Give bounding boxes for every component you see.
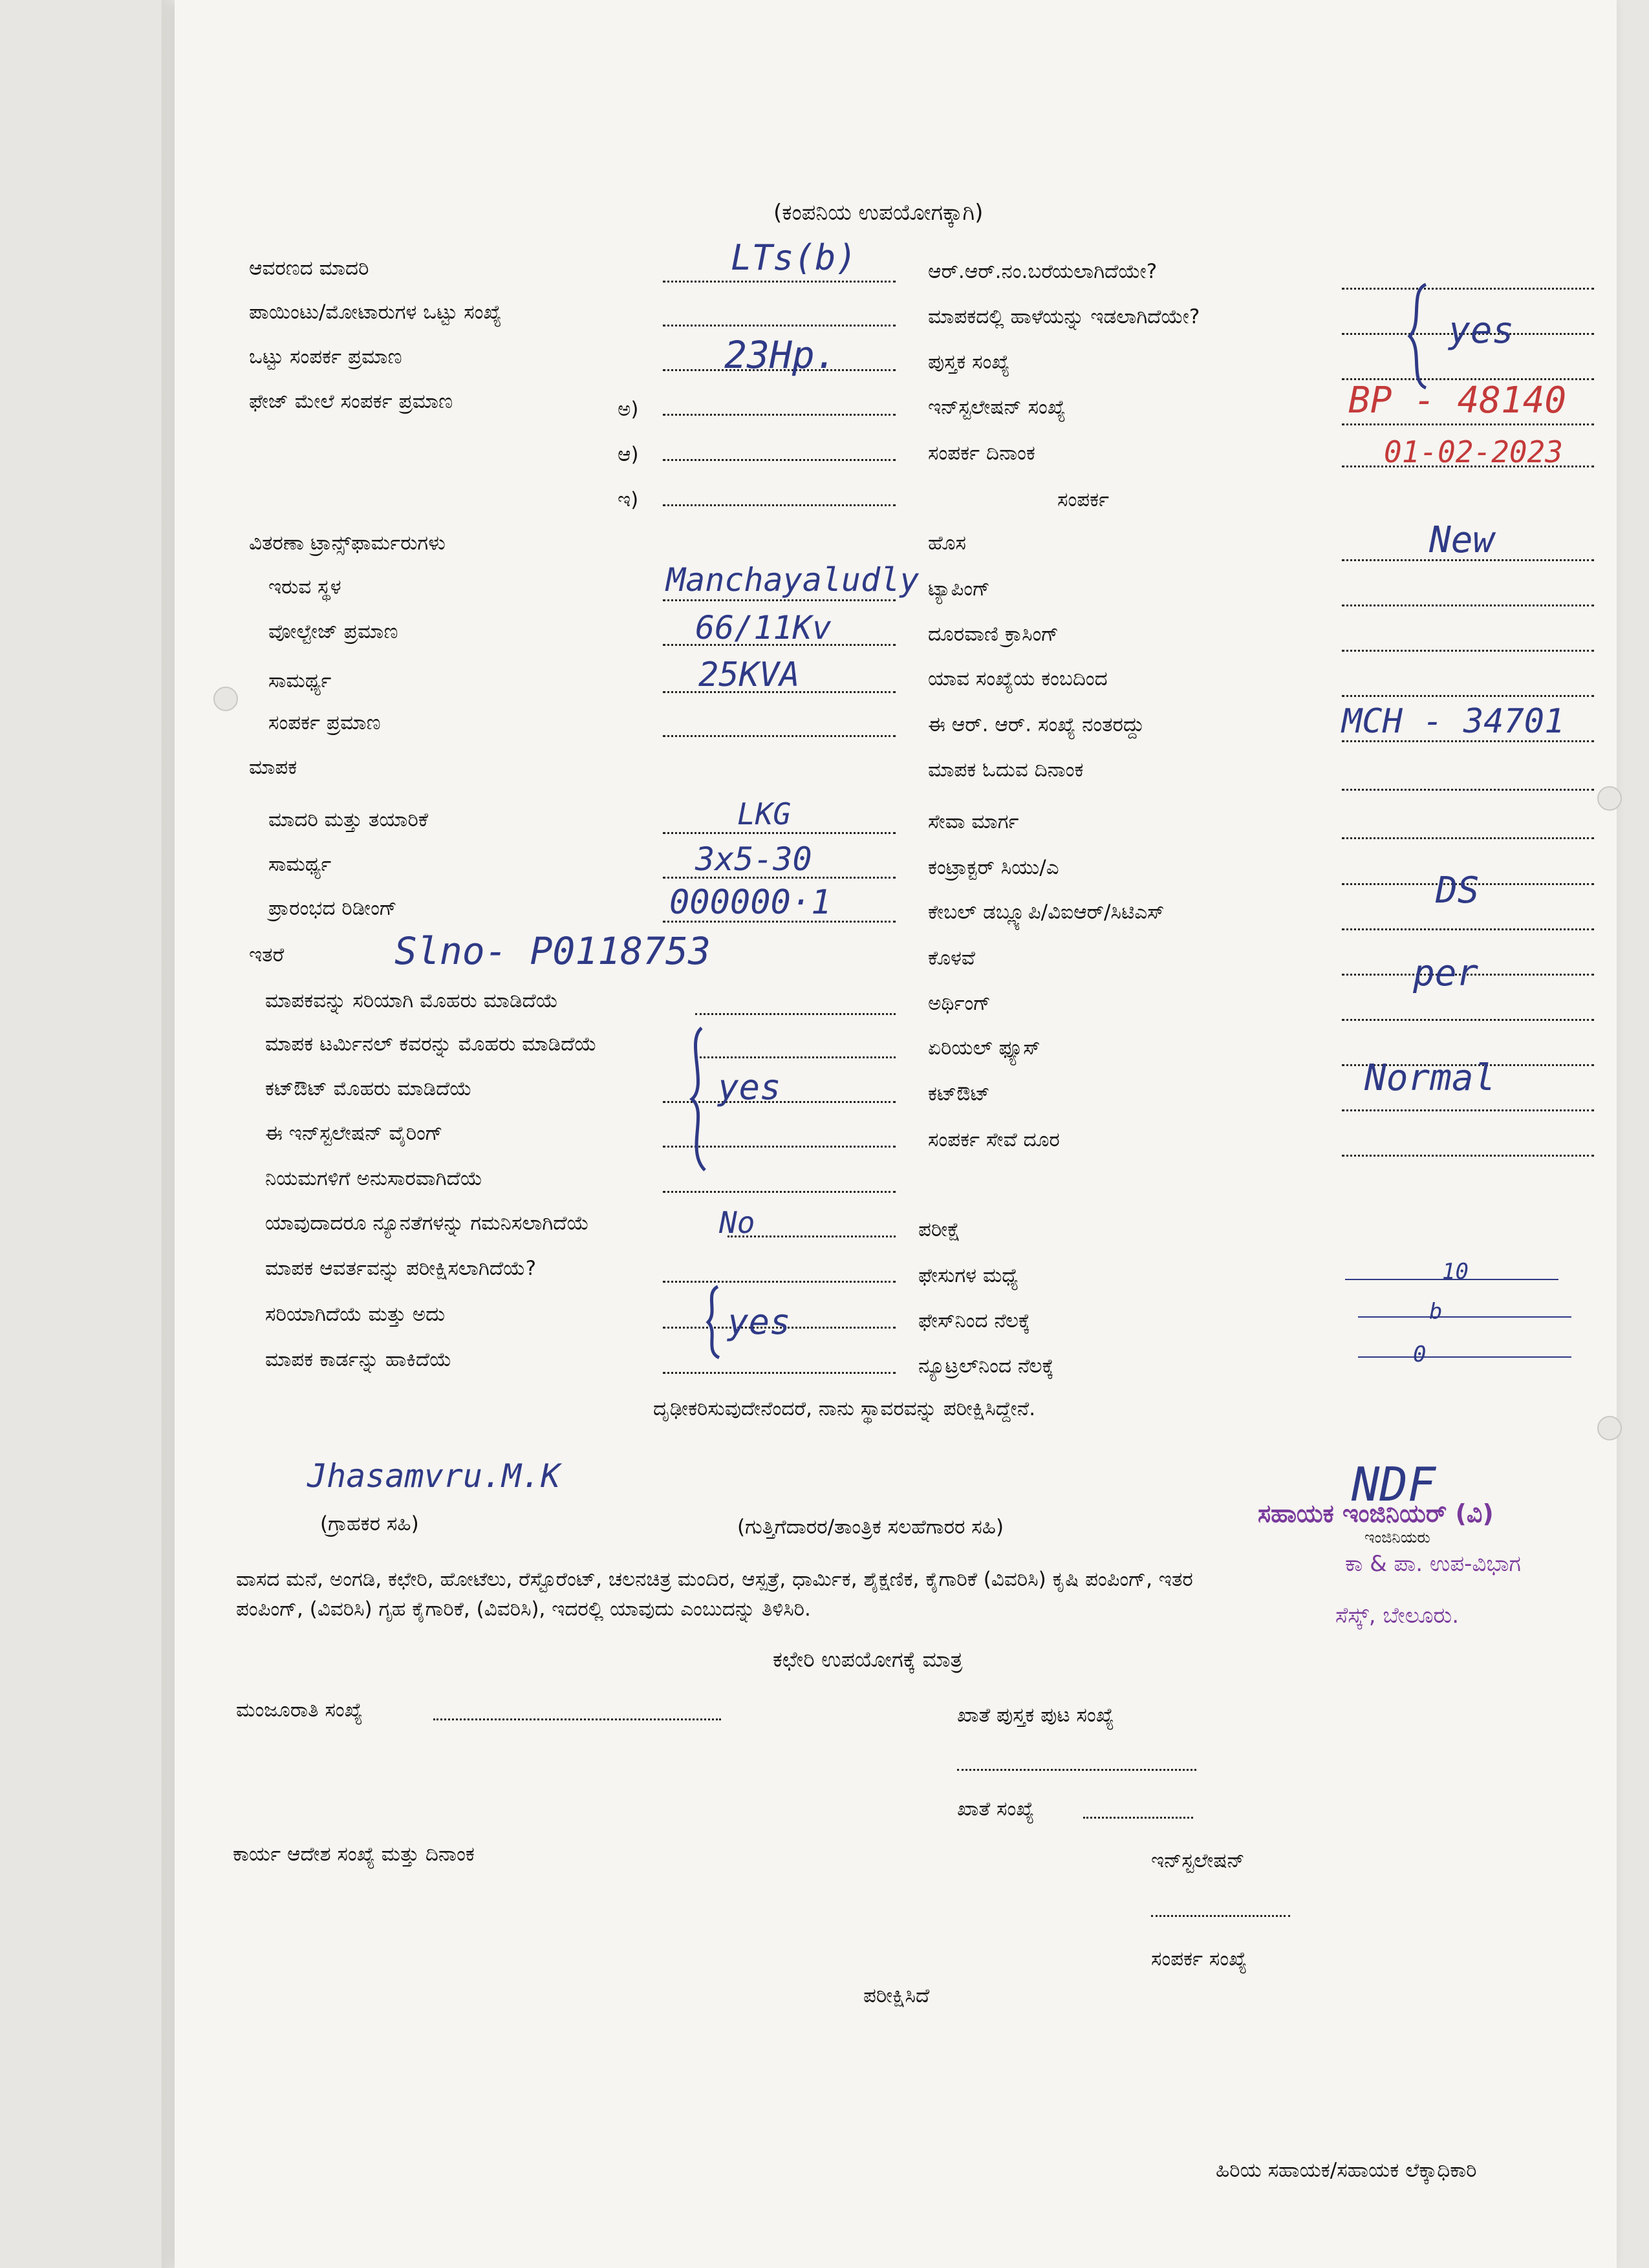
label-wiring: ಈ ಇನ್‌ಸ್ಟಲೇಷನ್ ವೈರಿಂಗ್ <box>265 1122 443 1145</box>
label-capacity: ಸಾಮರ್ಥ್ಯ <box>268 669 332 692</box>
stamp-title: ಸಹಾಯಕ ಇಂಜಿನಿಯರ್ (ವಿ) <box>1258 1499 1494 1528</box>
label-new: ಹೊಸ <box>928 531 966 555</box>
label-service-route: ಸೇವಾ ಮಾರ್ಗ <box>928 810 1019 833</box>
hw-neutral-earth: 0 <box>1413 1342 1427 1367</box>
label-phase-earth: ಫೇಸ್‌ನಿಂದ ನೆಲಕ್ಕೆ <box>918 1309 1031 1332</box>
label-sanction-no: ಮಂಜೂರಾತಿ ಸಂಖ್ಯೆ <box>236 1698 363 1722</box>
label-rr-written: ಆರ್.ಆರ್.ನಂ.ಬರೆಯಲಾಗಿದೆಯೇ? <box>928 260 1158 283</box>
hw-defects: No <box>719 1205 755 1240</box>
dots-sanction-no <box>433 1718 721 1720</box>
hw-make: LKG <box>737 797 792 831</box>
label-rr-after: ಈ ಆರ್. ಆರ್. ಸಂಖ್ಯೆ ನಂತರದ್ದು <box>928 713 1145 736</box>
label-pole-no: ಯಾವ ಸಂಖ್ಯೆಯ ಕಂಬದಿಂದ <box>928 667 1108 690</box>
hw-conn-date: 01-02-2023 <box>1384 434 1563 469</box>
label-meter-card: ಮಾಪಕ ಕಾರ್ಡನ್ನು ಹಾಕಿದೆಯೆ <box>265 1348 452 1371</box>
label-make: ಮಾದರಿ ಮತ್ತು ತಯಾರಿಕೆ <box>268 808 429 831</box>
hw-contractor: DS <box>1436 870 1480 912</box>
label-phase-a: ಅ) <box>618 398 639 421</box>
label-aerial-fuse: ಏರಿಯಲ್ ಫ್ಯೂಸ್ <box>928 1036 1040 1060</box>
label-initial-reading: ಪ್ರಾರಂಭದ ರಿಡೀಂಗ್ <box>268 897 397 920</box>
certify-text: ದೃಢೀಕರಿಸುವುದೇನೆಂದರೆ, ನಾನು ಸ್ಥಾವರವನ್ನು ಪರೀಕ್ಷಿಸಿದ್ದೇನೆ. <box>653 1397 1036 1420</box>
label-meter-slip: ಮಾಪಕದಲ್ಲಿ ಹಾಳೆಯನ್ನು ಇಡಲಾಗಿದೆಯೇ? <box>928 305 1200 328</box>
dots-ledger-page <box>957 1769 1196 1771</box>
hw-new: New <box>1429 519 1495 561</box>
hw-between-phases: 10 <box>1442 1259 1469 1285</box>
label-rotation: ಮಾಪಕ ಆವರ್ತವನ್ನು ಪರೀಕ್ಷಿಸಲಾಗಿದೆಯೆ? <box>265 1257 537 1280</box>
hw-meter-capacity: 3x5-30 <box>695 840 812 878</box>
page-title: (ಕಂಪನಿಯ ಉಪಯೋಗಕ್ಕಾಗಿ) <box>773 200 984 226</box>
engineer-caption: ಇಂಜಿನಿಯರು <box>1364 1528 1430 1546</box>
label-service-distance: ಸಂಪರ್ಕ ಸೇವೆ ದೂರ <box>928 1128 1060 1151</box>
label-seal-cutout: ಕಟ್‌ಔಟ್ ಮೊಹರು ಮಾಡಿದೆಯೆ <box>265 1077 472 1100</box>
label-contractor: ಕಂಟ್ರಾಕ್ಟರ್ ಸಿಯು/ಎ <box>928 856 1059 879</box>
label-tapping: ಟ್ಯಾಪಿಂಗ್ <box>928 577 990 601</box>
hw-location: Manchayaludly <box>666 561 920 599</box>
dots-installation <box>1151 1915 1290 1917</box>
label-between-phases: ಫೇಸುಗಳ ಮಧ್ಯೆ <box>918 1264 1018 1287</box>
label-total-points: ಪಾಯಿಂಟು/ಮೋಟಾರುಗಳ ಒಟ್ಟು ಸಂಖ್ಯೆ <box>249 301 502 324</box>
engineer-signature: NDF <box>1352 1457 1436 1512</box>
label-pipe: ಕೊಳವೆ <box>928 947 975 970</box>
label-phone-crossing: ದೂರವಾಣಿ ಕ್ರಾಸಿಂಗ್ <box>928 623 1059 646</box>
hw-bracket-yes-2: yes <box>727 1301 791 1342</box>
usage-note-line-1: ವಾಸದ ಮನೆ, ಅಂಗಡಿ, ಕಛೇರಿ, ಹೋಟೆಲು, ರೆಸ್ಟೊರೆಂಟ್, ಚಲನಚಿತ್ರ ಮಂದಿರ, ಆಸ್ಪತ್ರೆ, ಧಾರ್ಮಿಕ, ಶೈಕ್ಷಣಿಕ, ಕೈಗಾರಿಕೆ (ವಿವರಿಸಿ) ಕೃಷಿ ಪಂಪಿಂಗ್, ಇತರ <box>236 1568 1193 1591</box>
label-installation-no: ಇನ್‌ಸ್ಟಲೇಷನ್ ಸಂಖ್ಯೆ <box>928 396 1066 419</box>
label-correct: ಸರಿಯಾಗಿದೆಯೆ ಮತ್ತು ಅದು <box>265 1303 446 1326</box>
hw-rr-after: MCH - 34701 <box>1342 702 1565 741</box>
label-location: ಇರುವ ಸ್ಥಳ <box>268 575 341 599</box>
dots-account-no <box>1083 1817 1193 1819</box>
label-transformers: ವಿತರಣಾ ಟ್ರಾನ್ಸ್‌ಫಾರ್ಮರುಗಳು <box>249 531 446 555</box>
label-meter: ಮಾಪಕ <box>249 756 297 779</box>
hw-initial-reading: 000000·1 <box>669 883 832 922</box>
consumer-sign-label: (ಗ್ರಾಹಕರ ಸಹಿ) <box>320 1512 419 1535</box>
label-work-order: ಕಾರ್ಯ ಆದೇಶ ಸಂಖ್ಯೆ ಮತ್ತು ದಿನಾಂಕ <box>233 1843 475 1866</box>
label-seal-terminal: ಮಾಪಕ ಟರ್ಮಿನಲ್ ಕವರನ್ನು ಮೊಹರು ಮಾಡಿದೆಯೆ <box>265 1032 597 1056</box>
label-connection: ಸಂಪರ್ಕ <box>1057 488 1110 511</box>
hw-bracket-yes-right: yes <box>1449 310 1514 352</box>
label-total-load: ಒಟ್ಟು ಸಂಪರ್ಕ ಪ್ರಮಾಣ <box>249 345 402 369</box>
label-cutout: ಕಟ್‌ಔಟ್ <box>928 1082 990 1106</box>
label-phase-c: ಇ) <box>618 488 639 511</box>
hw-phase-earth: b <box>1429 1299 1443 1325</box>
label-defects: ಯಾವುದಾದರೂ ನ್ಯೂನತೆಗಳನ್ನು ಗಮನಿಸಲಾಗಿದೆಯೆ <box>265 1212 590 1235</box>
label-phase-load: ಫೇಜ್ ಮೇಲೆ ಸಂಪರ್ಕ ಪ್ರಮಾಣ <box>249 390 453 413</box>
stamp-dept: ಕಾ & ಪಾ. ಉಪ-ವಿಭಾಗ <box>1345 1551 1521 1577</box>
label-phase-b: ಆ) <box>618 443 639 466</box>
label-book-no: ಪುಸ್ತಕ ಸಂಖ್ಯೆ <box>928 350 1010 374</box>
label-seal-meter: ಮಾಪಕವನ್ನು ಸರಿಯಾಗಿ ಮೊಹರು ಮಾಡಿದೆಯೆ <box>265 989 559 1012</box>
label-cable: ಕೇಬಲ್ ಡಬ್ಲ್ಯೂಪಿ/ವಿಐಆರ್/ಸಿಟಿಎಸ್ <box>928 901 1165 924</box>
hw-others: Slno- P0118753 <box>394 929 711 973</box>
office-title: ಕಛೇರಿ ಉಪಯೋಗಕ್ಕೆ ಮಾತ್ರ <box>773 1647 963 1672</box>
label-conn-no: ಸಂಪರ್ಕ ಸಂಖ್ಯೆ <box>1151 1947 1247 1971</box>
hw-normal: Normal <box>1364 1057 1496 1099</box>
label-conn-date: ಸಂಪರ್ಕ ದಿನಾಂಕ <box>928 442 1035 465</box>
label-others: ಇತರೆ <box>249 943 285 967</box>
hw-total-load: 23Hp. <box>724 333 837 377</box>
hw-capacity: 25KVA <box>698 656 800 694</box>
label-earthing: ಅರ್ಥಿಂಗ್ <box>928 992 991 1015</box>
contractor-sign-label: (ಗುತ್ತಿಗೆದಾರರ/ತಾಂತ್ರಿಕ ಸಲಹೆಗಾರರ ಸಹಿ) <box>737 1515 1004 1539</box>
hw-supply-type: LTs(b) <box>731 237 857 278</box>
hw-earthing: per <box>1413 952 1479 994</box>
label-checked: ಪರೀಕ್ಷಿಸಿದೆ <box>863 1984 930 2007</box>
label-accounts-officer: ಹಿರಿಯ ಸಹಾಯಕ/ಸಹಾಯಕ ಲೆಕ್ಕಾಧಿಕಾರಿ <box>1216 2159 1477 2182</box>
label-rules: ನಿಯಮಗಳಿಗೆ ಅನುಸಾರವಾಗಿದೆಯೆ <box>265 1167 483 1190</box>
label-test: ಪರೀಕ್ಷೆ <box>918 1218 961 1241</box>
label-reading-date: ಮಾಪಕ ಓದುವ ದಿನಾಂಕ <box>928 758 1084 782</box>
hw-installation-no: BP - 48140 <box>1348 380 1567 422</box>
label-supply-type: ಆವರಣದ ಮಾದರಿ <box>249 257 369 280</box>
label-account-no: ಖಾತೆ ಸಂಖ್ಯೆ <box>957 1797 1035 1821</box>
label-conn-load: ಸಂಪರ್ಕ ಪ್ರಮಾಣ <box>268 711 381 734</box>
hw-voltage: 66/11Kv <box>695 609 832 647</box>
stamp-place: ಸೆಸ್ಕ್, ಬೇಲೂರು. <box>1335 1603 1460 1629</box>
label-neutral-earth: ನ್ಯೂಟ್ರಲ್‌ನಿಂದ ನೆಲಕ್ಕೆ <box>918 1354 1054 1378</box>
label-voltage: ವೋಲ್ಟೇಜ್ ಪ್ರಮಾಣ <box>268 620 398 643</box>
label-ledger-page: ಖಾತೆ ಪುಸ್ತಕ ಪುಟ ಸಂಖ್ಯೆ <box>957 1704 1114 1727</box>
usage-note-line-2: ಪಂಪಿಂಗ್, (ವಿವರಿಸಿ) ಗೃಹ ಕೈಗಾರಿಕೆ, (ವಿವರಿಸಿ), ಇದರಲ್ಲಿ ಯಾವುದು ಎಂಬುದನ್ನು ತಿಳಿಸಿರಿ. <box>236 1598 811 1621</box>
label-meter-capacity: ಸಾಮರ್ಥ್ಯ <box>268 853 332 876</box>
hw-bracket-yes-1: yes <box>718 1067 781 1107</box>
label-installation: ಇನ್‌ಸ್ಟಲೇಷನ್ <box>1151 1849 1245 1872</box>
consumer-signature: Jhasamvru.M.K <box>307 1457 561 1495</box>
